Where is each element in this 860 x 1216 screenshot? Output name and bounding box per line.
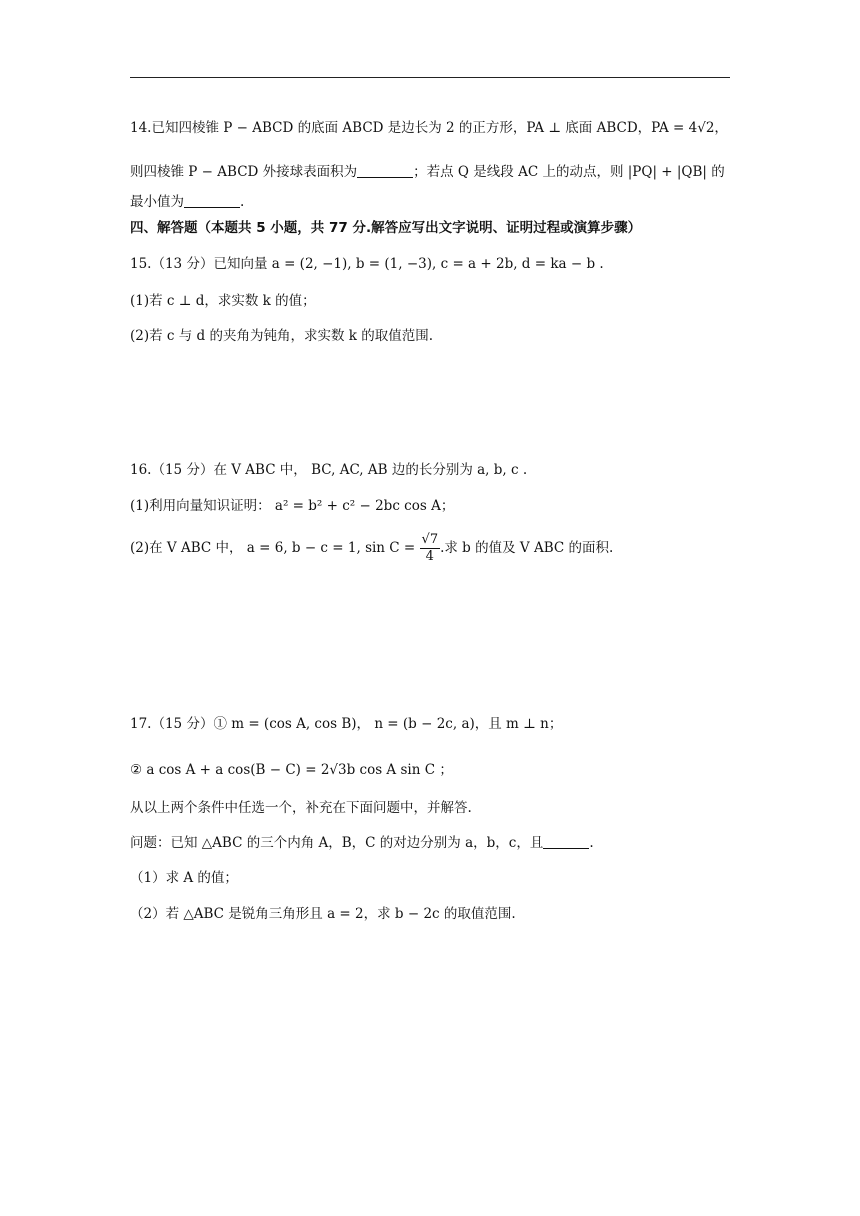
q17-condition2: ② a cos A + a cos(B − C) = 2√3b cos A sin C ； [130,762,453,778]
q16-stem: 16.（15 分）在 V ABC 中， BC, AC, AB 边的长分别为 a, b, c . [130,462,528,478]
q17-problem [130,833,594,853]
q14-line3 [130,192,244,212]
q15-part1: (1)若 c ⊥ d，求实数 k 的值； [130,293,316,309]
answer-blank [357,163,413,178]
q16-part1: (1)利用向量知识证明： a² = b² + c² − 2bc cos A； [130,498,455,514]
q16-part2-text-b: .求 b 的值及 V ABC 的面积. [440,540,614,556]
q17-problem-text-a: 问题：已知 △ABC 的三个内角 A，B，C 的对边分别为 a，b，c，且 [130,835,544,851]
q14-line2-text-a: 则四棱锥 P − ABCD 外接球表面积为 [130,164,358,180]
answer-blank [543,834,589,849]
q14-line2-text-b: ；若点 Q 是线段 AC 上的动点，则 |PQ| + |QB| 的 [413,164,725,180]
q16-part2-text-a: (2)在 V ABC 中， a = 6, b − c = 1, sin C = [130,540,416,556]
answer-blank [184,193,240,208]
q14-line3-text-a: 最小值为 [130,194,184,210]
q17-condition1: 17.（15 分）① m = (cos A, cos B)， n = (b − 2c, a)，且 m ⊥ n； [130,716,563,732]
q17-part2: （2）若 △ABC 是锐角三角形且 a = 2，求 b − 2c 的取值范围. [130,906,516,922]
fraction-numerator: √7 [421,532,439,547]
q17-instruction: 从以上两个条件中任选一个，补充在下面问题中，并解答. [130,800,472,816]
q15-stem: 15.（13 分）已知向量 a = (2, −1), b = (1, −3), c = a + 2b, d = ka − b . [130,256,604,272]
q17-problem-text-b: . [589,835,594,851]
q16-part2 [130,532,613,565]
q15-part2: (2)若 c 与 d 的夹角为钝角，求实数 k 的取值范围. [130,328,434,344]
q14-line2 [130,162,725,182]
section-heading: 四、解答题（本题共 5 小题，共 77 分.解答应写出文字说明、证明过程或演算步骤） [130,220,642,236]
q14-line1: 14.已知四棱锥 P − ABCD 的底面 ABCD 是边长为 2 的正方形，PA ⊥ 底面 ABCD，PA = 4√2， [130,120,728,136]
sinC-fraction [420,532,441,565]
header-rule [130,77,730,78]
q17-part1: （1）求 A 的值； [130,870,238,886]
q14-line3-text-b: . [240,194,245,210]
fraction-denominator: 4 [425,549,434,564]
